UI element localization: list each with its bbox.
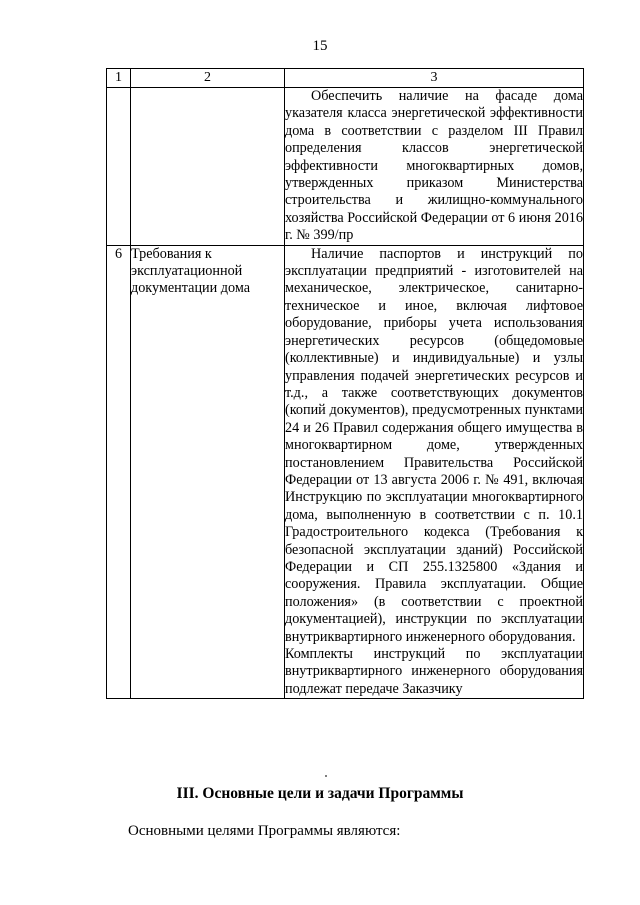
requirements-table — [106, 68, 584, 699]
row-number — [107, 88, 131, 246]
requirement-name — [131, 88, 285, 246]
column-header-1: 1 — [107, 69, 131, 88]
content-paragraph: Обеспечить наличие на фасаде дома указателя класса энергетической эффективности дома в соответствии с разделом III Правил определения классов энергетической эффективности многоквартирных домов, утвержденных приказом Министерства строительства и жилищно-коммунального хозяйства Российской Федерации от 6 июня 2016 г. № 399/пр — [285, 88, 583, 244]
content-paragraph: Наличие паспортов и инструкций по эксплуатации предприятий - изготовителей на механическое, электрическое, санитарно-техническое и иное, включая лифтовое оборудование, приборы учета использования энергетических ресурсов (общедомовые (коллективные) и индивидуальные) и узлы управления подачей энергетических ресурсов и т.д., а также соответствующих документов (копий документов), предусмотренных пунктами 24 и 26 Правил содержания общего имущества в многоквартирном доме, утвержденных постановлением Правительства Российской Федерации от 13 августа 2006 г. № 491, включая Инструкцию по эксплуатации многоквартирного дома, выполненную в соответствии с п. 10.1 Градостроительного кодекса (Требования к безопасной эксплуатации зданий) Российской Федерации и СП 255.1325800 «Здания и сооружения. Правила эксплуатации. Общие положения» (в соответствии с проектной документацией), инструкции по эксплуатации внутриквартирного инженерного оборудования. — [285, 245, 583, 645]
requirement-name: Требования к эксплуатационной документации дома — [131, 245, 285, 699]
section-title: III. Основные цели и задачи Программы — [176, 785, 464, 802]
table-row — [107, 245, 584, 699]
requirement-content — [285, 88, 584, 246]
table-header-row — [107, 69, 584, 88]
column-header-3: 3 — [285, 69, 584, 88]
requirement-content — [285, 245, 584, 699]
column-header-2: 2 — [131, 69, 285, 88]
intro-text: Основными целями Программы являются: — [128, 823, 401, 839]
content-paragraph: Комплекты инструкций по эксплуатации внутриквартирного инженерного оборудования подлежат передаче Заказчику — [285, 646, 583, 697]
table-row — [107, 88, 584, 246]
stray-dot — [325, 775, 327, 777]
page-number: 15 — [312, 38, 328, 54]
row-number: 6 — [107, 245, 131, 699]
